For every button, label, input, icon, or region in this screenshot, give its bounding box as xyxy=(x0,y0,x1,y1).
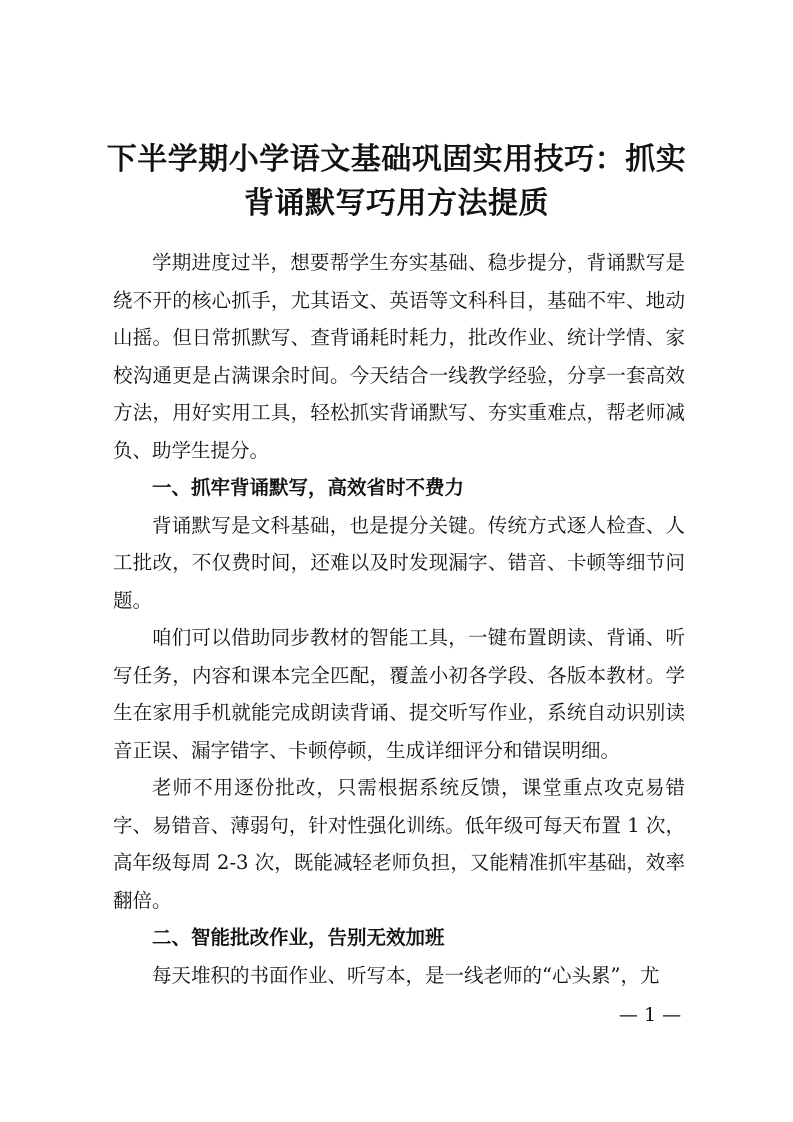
section-heading: 一、抓牢背诵默写，高效省时不费力 xyxy=(152,476,465,499)
document-body xyxy=(113,244,685,994)
paragraph: 学期进度过半，想要帮学生夯实基础、稳步提分，背诵默写是绕不开的核心抓手，尤其语文、英语等文科科目，基础不牢、地动山摇。但日常抓默写、查背诵耗时耗力，批改作业、统计学情、家校沟通更是占满课余时间。今天结合一线教学经验，分享一套高效方法，用好实用工具，轻松抓实背诵默写、夯实重难点，帮老师减负、助学生提分。 xyxy=(113,251,685,462)
paragraph: 咱们可以借助同步教材的智能工具，一键布置朗读、背诵、听写任务，内容和课本完全匹配，覆盖小初各学段、各版本教材。学生在家用手机就能完成朗读背诵、提交听写作业，系统自动识别读音正误、漏字错字、卡顿停顿，生成详细评分和错误明细。 xyxy=(113,626,685,762)
section-heading: 二、智能批改作业，告别无效加班 xyxy=(152,926,445,949)
page-title: 下半学期小学语文基础巩固实用技巧：抓实背诵默写巧用方法提质 xyxy=(106,142,687,221)
paragraph: 背诵默写是文科基础，也是提分关键。传统方式逐人检查、人工批改，不仅费时间，还难以及时发现漏字、错音、卡顿等细节问题。 xyxy=(113,513,685,612)
paragraph: 每天堆积的书面作业、听写本，是一线老师的“心头累”，尤 xyxy=(152,963,660,987)
page-number: — 1 — xyxy=(618,1004,682,1026)
paragraph: 老师不用逐份批改，只需根据系统反馈，课堂重点攻克易错字、易错音、薄弱句，针对性强化训练。低年级可每天布置 1 次，高年级每周 2-3 次，既能减轻老师负担，又能精准抓牢基础，效率翻倍。 xyxy=(113,776,685,912)
